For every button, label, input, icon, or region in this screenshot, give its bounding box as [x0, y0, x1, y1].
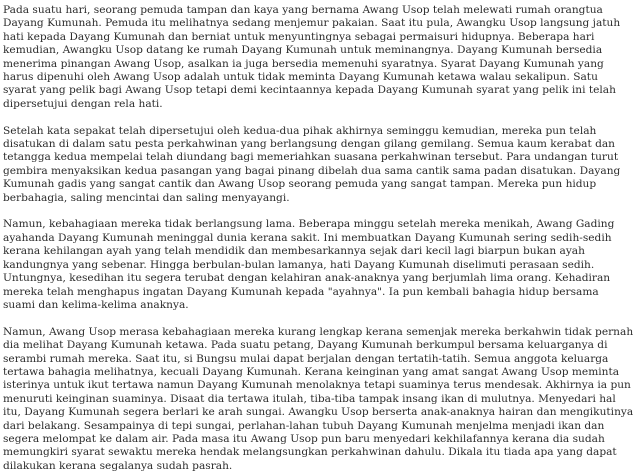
story-paragraph-4: Namun, Awang Usop merasa kebahagiaan mereka kurang lengkap kerana semenjak mereka berkahwin tidak pernah dia melihat Dayang Kumunah ketawa. Pada suatu petang, Dayang Kumunah berkumpul bersama keluarganya di serambi rumah mereka. Saat itu, si Bungsu mulai dapat berjalan dengan tertatih-tatih. Semua anggota keluarga tertawa bahagia melihatnya, kecuali Dayang Kumunah. Kerana keinginan yang amat sangat Awang Usop meminta isterinya untuk ikut tertawa namun Dayang Kumunah menolaknya tetapi suaminya terus mendesak. Akhirnya ia pun menuruti keinginan suaminya. Disaat dia tertawa itulah, tiba-tiba tampak insang ikan di mulutnya. Menyedari hal itu, Dayang Kumunah segera berlari ke arah sungai. Awangku Usop berserta anak-anaknya hairan dan mengikutinya dari belakang. Sesampainya di tepi sungai, perlahan-lahan tubuh Dayang Kumunah menjelma menjadi ikan dan segera melompat ke dalam air. Pada masa itu Awang Usop pun baru menyedari kekhilafannya kerana dia sudah memungkiri syarat sewaktu mereka hendak melangsungkan perkahwinan dahulu. Dikala itu tiada apa yang dapat dilakukan kerana segalanya sudah pasrah. — [3, 325, 634, 472]
story-paragraph-3: Namun, kebahagiaan mereka tidak berlangsung lama. Beberapa minggu setelah mereka menikah, Awang Gading ayahanda Dayang Kumunah meninggal dunia kerana sakit. Ini membuatkan Dayang Kumunah sering sedih-sedih kerana kehilangan ayah yang telah mendidik dan membesarkannya sejak dari kecil lagi biarpun bukan ayah kandungnya yang sebenar. Hingga berbulan-bulan lamanya, hati Dayang Kumunah diselimuti perasaan sedih. Untungnya, kesedihan itu segera terubat dengan kelahiran anak-anaknya yang berjumlah lima orang. Kehadiran mereka telah menghapus ingatan Dayang Kumunah kepada "ayahnya". Ia pun kembali bahagia hidup bersama suami dan kelima-kelima anaknya. — [3, 218, 615, 311]
story-paragraph-2: Setelah kata sepakat telah dipersetujui oleh kedua-dua pihak akhirnya seminggu kemudian, mereka pun telah disatukan di dalam satu pesta perkahwinan yang berlangsung dengan gilang gemilang. Semua kaum kerabat dan tetangga kedua mempelai telah diundang bagi memeriahkan suasana perkahwinan tersebut. Para undangan turut gembira menyaksikan kedua pasangan yang bagai pinang dibelah dua sama cantik sama padan disatukan. Dayang Kumunah gadis yang sangat cantik dan Awang Usop seorang pemuda yang sangat tampan. Mereka pun hidup berbahagia, saling mencintai dan saling menyayangi. — [3, 124, 621, 204]
story-paragraph-1: Pada suatu hari, seorang pemuda tampan dan kaya yang bernama Awang Usop telah melewati rumah orangtua Dayang Kumunah. Pemuda itu melihatnya sedang menjemur pakaian. Saat itu pula, Awangku Usop langsung jatuh hati kepada Dayang Kumunah dan berniat untuk menyuntingnya sebagai permaisuri hidupnya. Beberapa hari kemudian, Awangku Usop datang ke rumah Dayang Kumunah untuk meminangnya. Dayang Kumunah bersedia menerima pinangan Awang Usop, asalkan ia juga bersedia memenuhi syaratnya. Syarat Dayang Kumunah yang harus dipenuhi oleh Awang Usop adalah untuk tidak meminta Dayang Kumunah ketawa walau sekalipun. Satu syarat yang pelik bagi Awang Usop tetapi demi kecintaannya kepada Dayang Kumunah syarat yang pelik ini telah dipersetujui dengan rela hati. — [3, 4, 621, 110]
